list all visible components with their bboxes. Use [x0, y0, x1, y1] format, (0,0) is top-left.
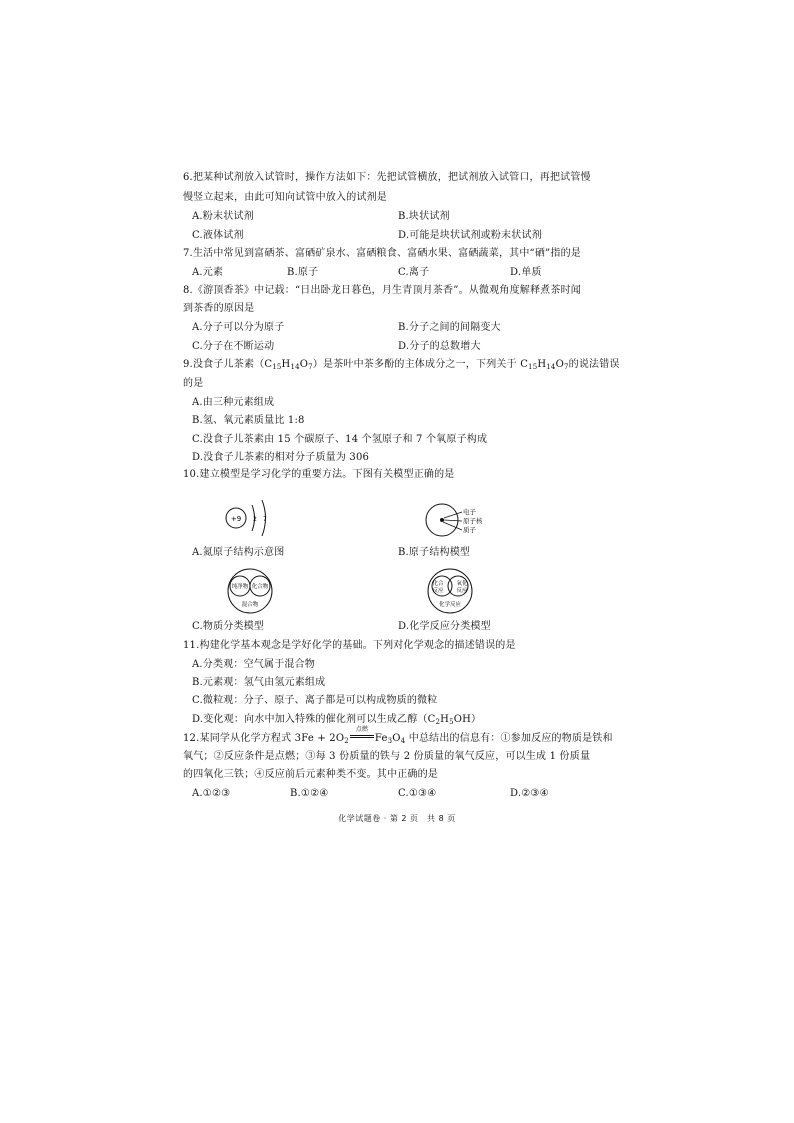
q7-option-d: D.单质 — [510, 267, 542, 278]
q8-stem-line2: 到茶香的原因是 — [183, 303, 255, 314]
q6-option-c: C.液体试剂 — [192, 230, 244, 241]
label-compound: 化合物 — [251, 584, 269, 590]
q8-option-d: D.分子的总数增大 — [398, 341, 481, 352]
pointer-nucleus — [444, 520, 462, 521]
label-combination-2: 反应 — [432, 588, 444, 594]
q12-option-b: B.①②④ — [290, 788, 329, 799]
q9-stem-line1: 9.没食子儿茶素$(C_{15}H_{14}O_7)$是茶叶中茶多酚的主体成分之一，下列关于 $C_{15}H_{14}O_7$的说法错误 — [183, 359, 620, 371]
label-combination-1: 化合 — [432, 581, 444, 587]
q12-stem-line2: 氧气；②反应条件是点燃；③每 3 份质量的铁与 2 份质量的氧气反应，可以生成 1 份质量 — [183, 751, 591, 762]
atom-nucleus-dot — [440, 518, 444, 522]
reaction-condition-arrow: 点燃 — [349, 732, 375, 745]
q9-stem-line2: 的是 — [183, 378, 204, 389]
label-chemical-reaction: 化学反应 — [438, 602, 462, 608]
q9-option-d: D.没食子儿茶素的相对分子质量为 306 — [192, 452, 370, 463]
label-nucleus: 原子核 — [463, 517, 483, 525]
q11-option-d: D.变化观：向水中加入特殊的催化剂可以生成乙醇$(C_2H_5OH)$ — [192, 714, 482, 726]
q10-option-a: A.氮原子结构示意图 — [192, 547, 285, 558]
q10-option-d: D.化学反应分类模型 — [398, 621, 491, 632]
q12-option-c: C.①③④ — [398, 788, 437, 799]
q6-option-d: D.可能是块状试剂或粉末状试剂 — [398, 230, 542, 241]
q10-option-c: C.物质分类模型 — [192, 621, 265, 632]
substance-classification-diagram — [220, 566, 280, 616]
pointer-proton — [443, 522, 462, 530]
q6-option-a: A.粉末状试剂 — [192, 211, 254, 222]
q7-option-a: A.元素 — [192, 267, 224, 278]
q7-option-c: C.离子 — [398, 267, 430, 278]
q12-stem-line1: 12.某同学从化学方程式 $3Fe + 2O_2$ 点燃 $Fe_3O_4$ 中总结出的信息有：①参加反应的物质是铁和 — [183, 726, 613, 745]
label-electron: 电子 — [463, 508, 476, 516]
q10-option-b: B.原子结构模型 — [398, 547, 471, 558]
q8-option-c: C.分子在不断运动 — [192, 341, 275, 352]
q11-option-a: A.分类观：空气属于混合物 — [192, 659, 316, 670]
q12-stem-line3: 的四氧化三铁；④反应前后元素种类不变。其中正确的是 — [183, 769, 438, 780]
q9-option-a: A.由三种元素组成 — [192, 397, 275, 408]
page-footer: 化学试题卷 · 第 2 页 共 8 页 — [338, 814, 456, 823]
q7-stem: 7.生活中常见到富硒茶、富硒矿泉水、富硒粮食、富硒水果、富硒蔬菜，其中“硒”指的是 — [183, 248, 581, 259]
atom-structure-diagram — [220, 492, 280, 542]
q11-option-b: B.元素观：氢气由氢元素组成 — [192, 677, 326, 688]
q8-option-a: A.分子可以分为原子 — [192, 322, 285, 333]
shell1-electrons: 2 — [253, 516, 257, 523]
atom-model-diagram — [422, 500, 500, 544]
label-mixture: 混合物 — [241, 602, 259, 608]
q8-option-b: B.分子之间的间隔变大 — [398, 322, 501, 333]
shell2-electrons: 7 — [263, 516, 267, 523]
label-oxidation-1: 氧化 — [456, 581, 468, 587]
nucleus-charge: +9 — [230, 515, 242, 523]
label-proton: 质子 — [463, 526, 476, 534]
q6-stem-line2: 慢竖立起来，由此可知向试管中放入的试剂是 — [183, 192, 387, 203]
q11-option-c: C.微粒观：分子、原子、离子都是可以构成物质的微粒 — [192, 695, 438, 706]
q10-stem: 10.建立模型是学习化学的重要方法。下图有关模型正确的是 — [183, 469, 455, 480]
label-pure-substance: 纯净物 — [231, 584, 249, 590]
q6-option-b: B.块状试剂 — [398, 211, 450, 222]
q11-stem: 11.构建化学基本观念是学好化学的基础。下列对化学观念的描述错误的是 — [183, 640, 516, 651]
pointer-electron — [444, 512, 462, 518]
q8-stem-line1: 8.《游顶香茶》中记载：“日出卧龙日暮色，月生青顶月茶香”。从微观角度解释煮茶时闻 — [183, 285, 581, 296]
label-oxidation-2: 反应 — [456, 588, 468, 594]
q12-option-d: D.②③④ — [510, 788, 549, 799]
q9-option-b: B.氢、氧元素质量比 1:8 — [192, 415, 305, 426]
reaction-classification-diagram — [420, 566, 480, 616]
q9-option-c: C.没食子儿茶素由 15 个碳原子、14 个氢原子和 7 个氧原子构成 — [192, 434, 488, 445]
q6-stem-line1: 6.把某种试剂放入试管时，操作方法如下：先把试管横放，把试剂放入试管口，再把试管慢 — [183, 172, 591, 183]
q7-option-b: B.原子 — [287, 267, 319, 278]
q12-option-a: A.①②③ — [192, 788, 231, 799]
